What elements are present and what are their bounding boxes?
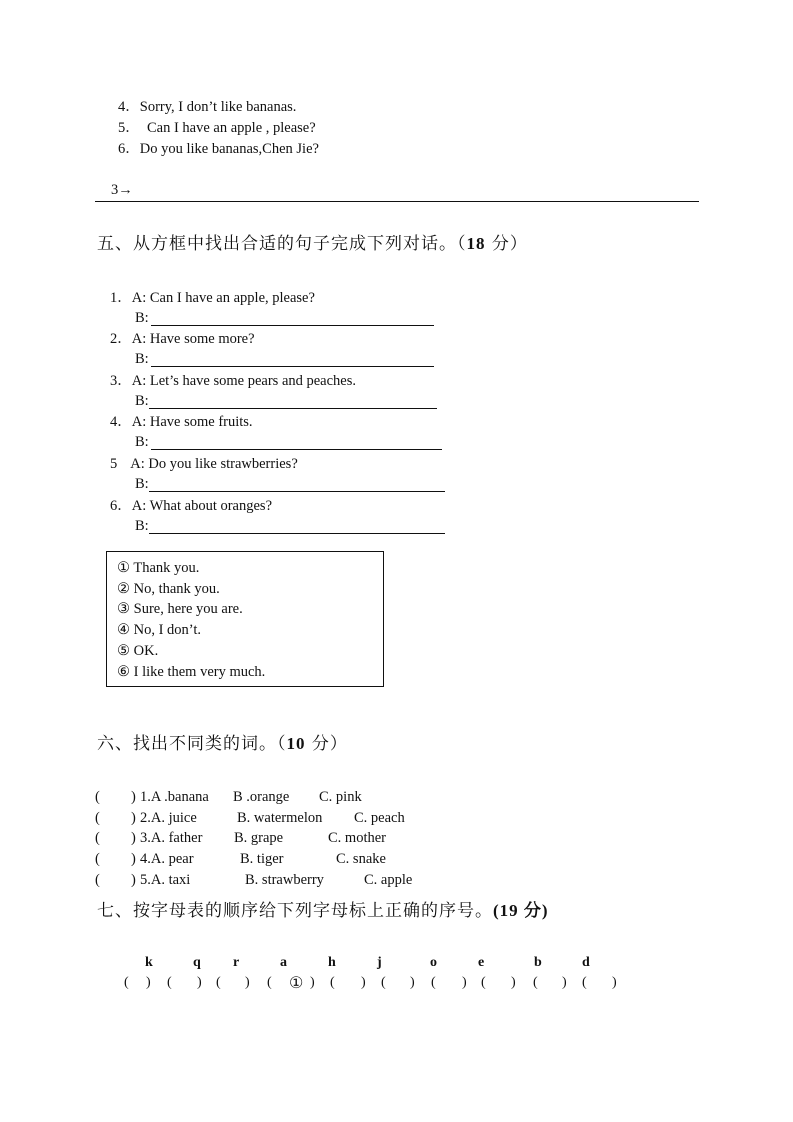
choice-a: 1.A .banana (140, 789, 209, 805)
dialogue-5-a (110, 455, 298, 473)
choice-b: B. watermelon (237, 810, 323, 826)
answer-paren-close: ) (131, 872, 136, 888)
paren-close: ) (245, 975, 250, 990)
letter-e: e (478, 955, 485, 970)
choice-a: 3.A. father (140, 830, 203, 846)
paren-close: ) (197, 975, 202, 990)
choice-c: C. apple (364, 872, 413, 888)
section5-score: 18 (466, 234, 486, 253)
answer-paren-open[interactable]: ( (95, 872, 100, 888)
divider (95, 201, 699, 202)
answer-paren-close: ) (131, 851, 136, 867)
dialogue-3-b-label: B: (135, 393, 149, 409)
dialogue-a-text: A: Do you like strawberries? (130, 456, 298, 472)
section7-title (97, 900, 549, 922)
answer-paren-open[interactable]: ( (95, 789, 100, 805)
option-5: ⑤ OK. (117, 643, 159, 659)
dialogue-1-b-label: B: (135, 310, 149, 326)
item-number: 4． (118, 99, 140, 115)
answer-blank-2[interactable] (151, 366, 434, 367)
answer-paren-open[interactable]: ( (95, 810, 100, 826)
section6-score: 10 (286, 734, 306, 753)
section5-title-text: 五、从方框中找出合适的句子完成下列对话。（ (97, 234, 467, 254)
option-4: ④ No, I don’t. (117, 622, 202, 638)
section5-title-end: 分） (485, 234, 528, 254)
choice-b: B. grape (234, 830, 284, 846)
item-number: 5． (118, 120, 140, 136)
dialogue-6-a (110, 497, 272, 515)
dialogue-6-b-label: B: (135, 518, 149, 534)
letter-k: k (145, 955, 153, 970)
choice-c: C. mother (328, 830, 386, 846)
item-number: 5 (110, 456, 118, 472)
choice-c: C. pink (319, 789, 362, 805)
answer-paren-close: ) (131, 830, 136, 846)
answer-blank-1[interactable] (151, 325, 434, 326)
paren-close: ) (562, 975, 567, 990)
section7-score: (19 (493, 901, 519, 920)
choice-b: B. strawberry (245, 872, 324, 888)
dialogue-a-text: A: Have some fruits. (131, 414, 253, 430)
paren-open: ( (481, 975, 486, 990)
answer-blank-4[interactable] (151, 449, 442, 450)
paren-open: ( (330, 975, 335, 990)
item-number: 2． (110, 331, 132, 347)
paren-close: ) (462, 975, 467, 990)
dialogue-4-b-label: B: (135, 434, 149, 450)
option-3: ③ Sure, here you are. (117, 601, 243, 617)
paren-open: ( (124, 975, 129, 990)
dialogue-2-b-label: B: (135, 351, 149, 367)
answer-paren-open[interactable]: ( (95, 830, 100, 846)
item-text: Sorry, I don’t like bananas. (139, 99, 297, 115)
option-6: ⑥ I like them very much. (117, 664, 266, 680)
answer-paren-close: ) (131, 810, 136, 826)
letter-a: a (280, 955, 287, 970)
answer-blank-3[interactable] (149, 408, 437, 409)
section7-title-end: 分) (518, 901, 549, 920)
letter-o: o (430, 955, 437, 970)
letter-q: q (193, 955, 201, 970)
paren-close: ) (410, 975, 415, 990)
item-number: 4． (110, 414, 132, 430)
item-number: 6． (118, 141, 140, 157)
dialogue-5-b-label: B: (135, 476, 149, 492)
choice-c: C. peach (354, 810, 405, 826)
section6-title-text: 六、找出不同类的词。（ (97, 734, 287, 754)
list-item-6 (118, 140, 319, 158)
section6-title-end: 分） (305, 734, 348, 754)
letter-r: r (233, 955, 240, 970)
dialogue-a-text: A: What about oranges? (131, 498, 273, 514)
paren-open: ( (167, 975, 172, 990)
letter-b: b (534, 955, 542, 970)
answer-paren-close: ) (131, 789, 136, 805)
choice-b: B. tiger (240, 851, 284, 867)
choice-a: 5.A. taxi (140, 872, 191, 888)
option-2: ② No, thank you. (117, 581, 220, 597)
section5-title (97, 233, 528, 255)
paren-close: ) (511, 975, 516, 990)
letter-d: d (582, 955, 590, 970)
item-text: Can I have an apple , please? (139, 120, 316, 136)
letter-j: j (377, 955, 382, 970)
choice-a: 4.A. pear (140, 851, 194, 867)
dialogue-1-a (110, 289, 315, 307)
dialogue-a-text: A: Can I have an apple, please? (131, 290, 315, 306)
choice-b: B .orange (233, 789, 290, 805)
item-number: 1． (110, 290, 132, 306)
answer-sample: 3→ (111, 182, 133, 198)
list-item-4 (118, 98, 296, 116)
answer-blank-5[interactable] (149, 491, 445, 492)
paren-close: ) (146, 975, 151, 990)
paren-open: ( (267, 975, 272, 990)
answer-blank-6[interactable] (149, 533, 445, 534)
paren-close: ) (361, 975, 366, 990)
paren-open: ( (431, 975, 436, 990)
dialogue-2-a (110, 330, 255, 348)
choice-c: C. snake (336, 851, 386, 867)
dialogue-4-a (110, 413, 253, 431)
paren-close: ) (310, 975, 315, 990)
dialogue-a-text: A: Have some more? (131, 331, 255, 347)
option-1: ① Thank you. (117, 560, 200, 576)
section6-title (97, 733, 348, 755)
item-text: Do you like bananas,Chen Jie? (139, 141, 319, 157)
dialogue-3-a (110, 372, 356, 390)
section7-title-text: 七、按字母表的顺序给下列字母标上正确的序号。 (97, 901, 493, 921)
answer-paren-open[interactable]: ( (95, 851, 100, 867)
choice-a: 2.A. juice (140, 810, 197, 826)
paren-open: ( (381, 975, 386, 990)
list-item-5 (118, 119, 316, 137)
dialogue-a-text: A: Let’s have some pears and peaches. (131, 373, 357, 389)
letter-h: h (328, 955, 336, 970)
paren-open: ( (582, 975, 587, 990)
item-number: 6． (110, 498, 132, 514)
paren-close: ) (612, 975, 617, 990)
item-number: 3． (110, 373, 132, 389)
paren-open: ( (533, 975, 538, 990)
paren-open: ( (216, 975, 221, 990)
answer-value: ① (289, 975, 304, 992)
